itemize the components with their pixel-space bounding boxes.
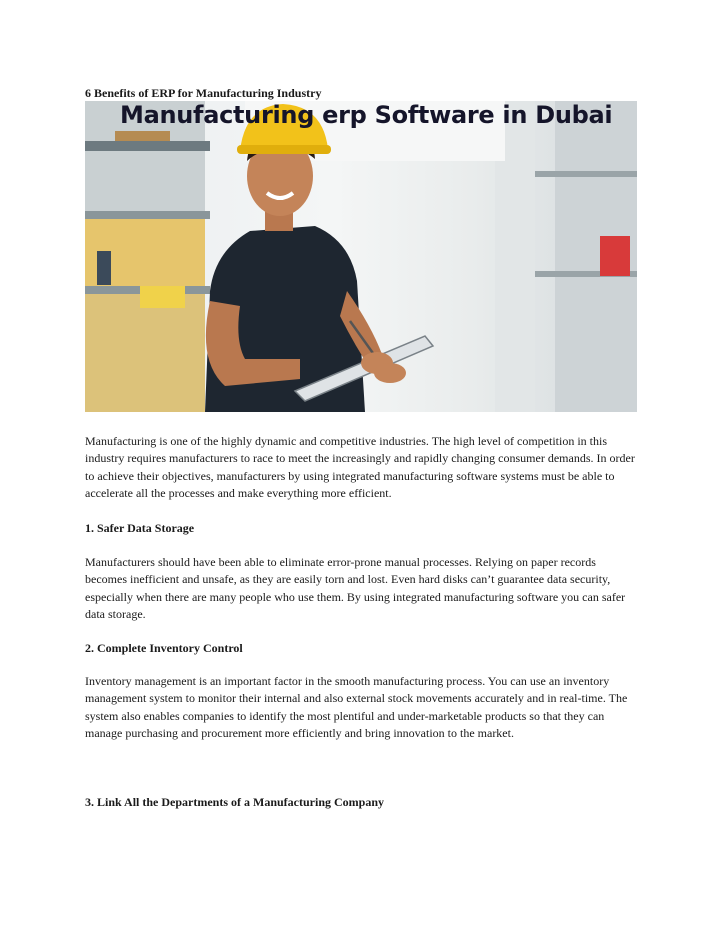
section-heading-2: 2. Complete Inventory Control [85, 641, 243, 655]
section-body-2: Inventory management is an important factor in the smooth manufacturing process. You can use an inventory management system to monitor their internal and also external stock movements accurately and in real-time. The system also enables companies to identify the most plentiful and under-marketable products so that they can manage purchasing and procurement more efficiently and bring innovation to the market. [85, 674, 628, 741]
hero-caption: Manufacturing erp Software in Dubai [120, 101, 613, 129]
warehouse-photo [85, 101, 637, 412]
hero-image [85, 101, 637, 412]
document-title: 6 Benefits of ERP for Manufacturing Industry [85, 86, 322, 100]
section-heading-3: 3. Link All the Departments of a Manufacturing Company [85, 795, 385, 809]
section-body-1: Manufacturers should have been able to eliminate error-prone manual processes. Relying on paper records becomes inefficient and unsafe, as they are easily torn and lost. Even hard disks can’t guarantee data security, especially when there are many people who use them. By using integrated manufacturing software you can safer data storage. [85, 555, 626, 622]
intro-paragraph: Manufacturing is one of the highly dynamic and competitive industries. The high level of competition in this industry requires manufacturers to race to meet the increasingly and rapidly changing consumer demands. In order to achieve their objectives, manufacturers by using integrated manufacturing software systems must be able to accelerate all the processes and make everything more efficient. [85, 434, 635, 501]
section-heading-1: 1. Safer Data Storage [85, 521, 195, 535]
